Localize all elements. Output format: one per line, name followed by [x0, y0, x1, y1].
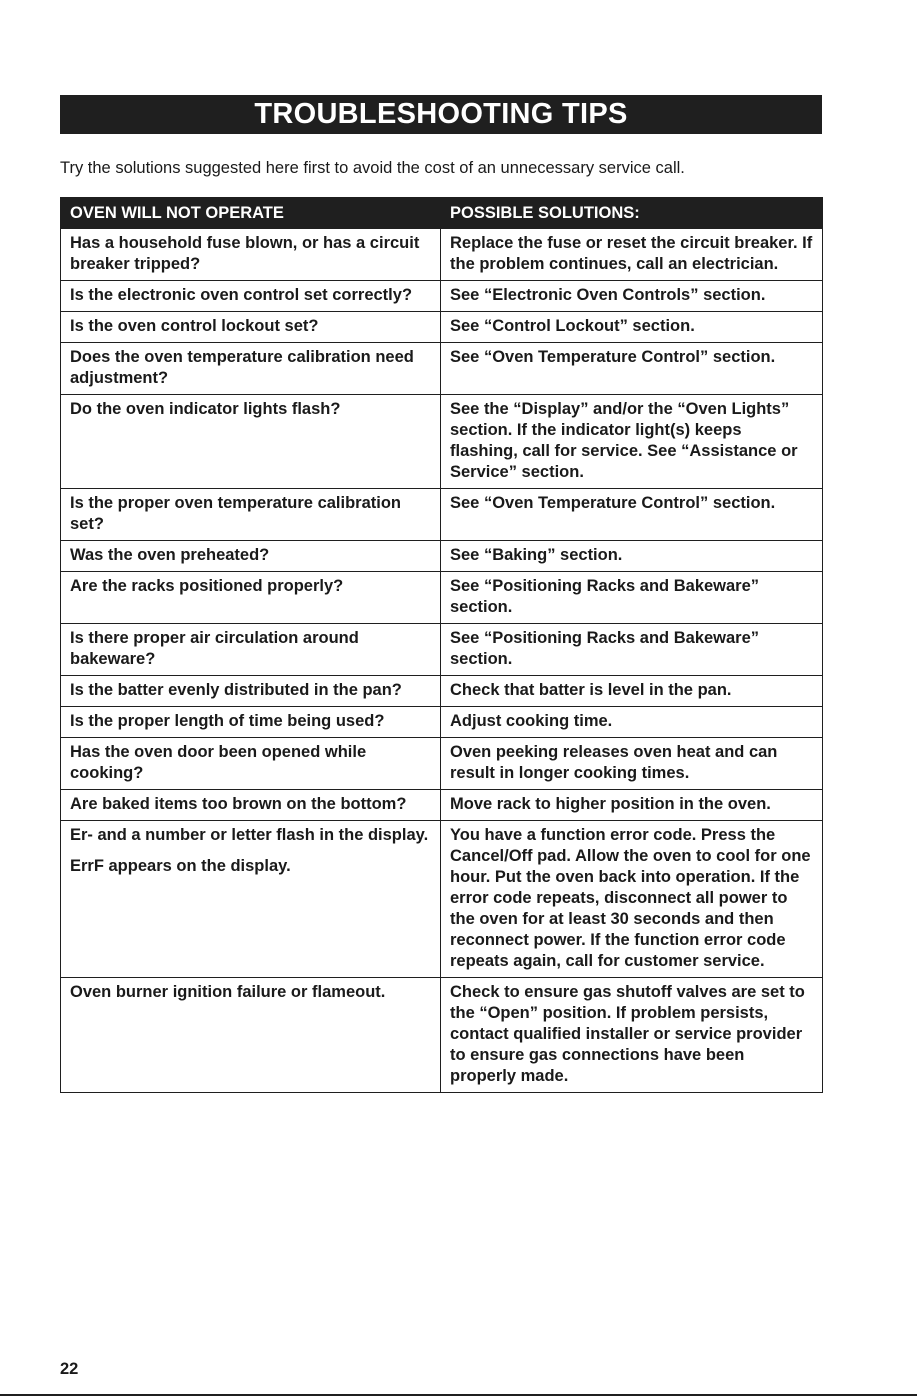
- solution-cell: See “Oven Temperature Control” section.: [441, 343, 823, 395]
- solution-cell: Adjust cooking time.: [441, 707, 823, 738]
- problem-text: Do the oven indicator lights flash?: [70, 400, 341, 418]
- problem-cell: [61, 738, 441, 790]
- table-header-row: [61, 198, 823, 229]
- problem-cell: [61, 229, 441, 281]
- solution-cell: You have a function error code. Press the Cancel/Off pad. Allow the oven to cool for one hour. Put the oven back into operation. If the error code repeats, disconnect all power to the oven for at least 30 seconds and then reconnect power. If the function error code repeats again, call for customer service.: [441, 821, 823, 978]
- solution-cell: See “Oven Temperature Control” section.: [441, 489, 823, 541]
- problem-cell: [61, 676, 441, 707]
- table-row: [61, 281, 823, 312]
- problem-cell: [61, 790, 441, 821]
- solution-cell: Move rack to higher position in the oven.: [441, 790, 823, 821]
- problem-cell: [61, 707, 441, 738]
- problem-cell: [61, 489, 441, 541]
- table-row: [61, 395, 823, 489]
- problem-text: Was the oven preheated?: [70, 546, 270, 564]
- problem-text: Has a household fuse blown, or has a circuit breaker tripped?: [70, 234, 420, 273]
- table-row: [61, 572, 823, 624]
- table-row: [61, 738, 823, 790]
- problem-text: Is the proper oven temperature calibration set?: [70, 494, 401, 533]
- table-row: [61, 790, 823, 821]
- problem-cell: [61, 395, 441, 489]
- problem-cell: [61, 281, 441, 312]
- problem-cell: [61, 343, 441, 395]
- troubleshooting-table: [60, 197, 823, 1093]
- solution-cell: Oven peeking releases oven heat and can result in longer cooking times.: [441, 738, 823, 790]
- problem-text: Is the oven control lockout set?: [70, 317, 319, 335]
- problem-text: ErrF appears on the display.: [70, 857, 291, 875]
- solution-cell: See “Electronic Oven Controls” section.: [441, 281, 823, 312]
- table-row: [61, 229, 823, 281]
- problem-text: Er- and a number or letter flash in the display.: [70, 826, 429, 844]
- problem-text: Is the electronic oven control set correctly?: [70, 286, 413, 304]
- table-row: [61, 343, 823, 395]
- table-row: [61, 624, 823, 676]
- solution-cell: See “Positioning Racks and Bakeware” section.: [441, 572, 823, 624]
- table-row: [61, 676, 823, 707]
- header-problem: OVEN WILL NOT OPERATE: [61, 198, 441, 229]
- solution-cell: See “Positioning Racks and Bakeware” section.: [441, 624, 823, 676]
- solution-cell: See the “Display” and/or the “Oven Lights” section. If the indicator light(s) keeps flashing, call for service. See “Assistance or Service” section.: [441, 395, 823, 489]
- page-number: 22: [60, 1360, 79, 1378]
- solution-cell: Check that batter is level in the pan.: [441, 676, 823, 707]
- problem-cell: [61, 821, 441, 978]
- problem-cell: [61, 541, 441, 572]
- table-row: [61, 541, 823, 572]
- solution-cell: See “Baking” section.: [441, 541, 823, 572]
- solution-cell: See “Control Lockout” section.: [441, 312, 823, 343]
- problem-cell: [61, 978, 441, 1093]
- solution-cell: Replace the fuse or reset the circuit breaker. If the problem continues, call an electrician.: [441, 229, 823, 281]
- table-row: [61, 978, 823, 1093]
- problem-cell: [61, 312, 441, 343]
- table-row: [61, 489, 823, 541]
- problem-text: Is the proper length of time being used?: [70, 712, 385, 730]
- table-row: [61, 312, 823, 343]
- intro-text: Try the solutions suggested here first to avoid the cost of an unnecessary service call.: [60, 159, 685, 177]
- bottom-divider: [0, 1394, 917, 1396]
- problem-text: Are the racks positioned properly?: [70, 577, 344, 595]
- problem-text: Is the batter evenly distributed in the pan?: [70, 681, 402, 699]
- page-title: TROUBLESHOOTING TIPS: [254, 98, 628, 130]
- problem-text: Oven burner ignition failure or flameout.: [70, 983, 386, 1001]
- table-row: [61, 707, 823, 738]
- problem-text: Has the oven door been opened while cooking?: [70, 743, 367, 782]
- header-solution: POSSIBLE SOLUTIONS:: [441, 198, 823, 229]
- problem-cell: [61, 624, 441, 676]
- problem-text: Does the oven temperature calibration need adjustment?: [70, 348, 414, 387]
- solution-cell: Check to ensure gas shutoff valves are set to the “Open” position. If problem persists, contact qualified installer or service provider to ensure gas connections have been properly made.: [441, 978, 823, 1093]
- table-body: [61, 229, 823, 1093]
- problem-text: Are baked items too brown on the bottom?: [70, 795, 407, 813]
- problem-cell: [61, 572, 441, 624]
- table-row: [61, 821, 823, 978]
- problem-text: Is there proper air circulation around bakeware?: [70, 629, 359, 668]
- title-banner: [60, 95, 822, 134]
